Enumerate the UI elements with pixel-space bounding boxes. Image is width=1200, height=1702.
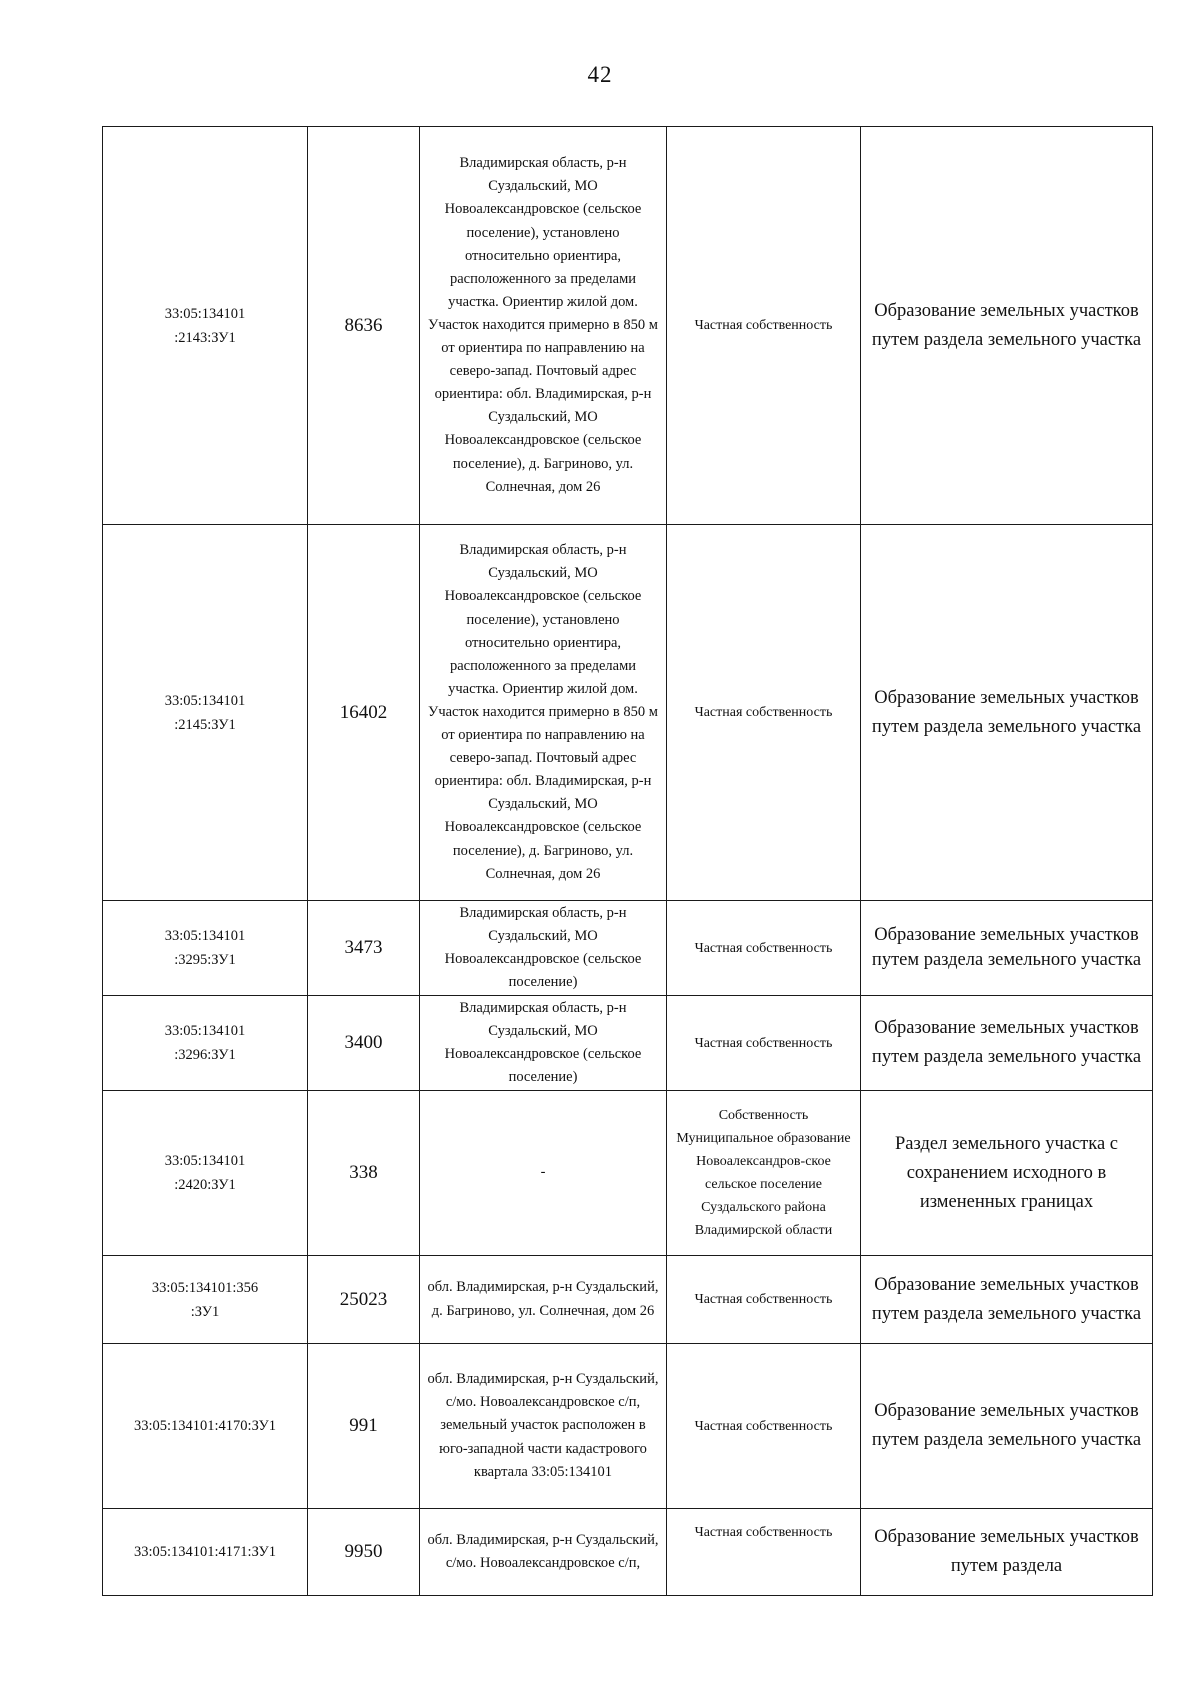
cadastral-number-line1: 33:05:134101:4170:ЗУ1 (133, 1418, 277, 1434)
purpose-cell: Образование земельных участков путем раздела земельного участка (861, 1256, 1153, 1344)
area-cell: 25023 (308, 1256, 420, 1344)
ownership-cell: Собственность Муниципальное образование Новоалександров-ское сельское поселение Суздальского района Владимирской области (667, 1091, 861, 1256)
purpose-cell: Образование земельных участков путем раздела земельного участка (861, 996, 1153, 1091)
page-number: 42 (587, 62, 613, 87)
purpose-cell: Образование земельных участков путем раздела земельного участка (861, 901, 1153, 996)
cadastral-number-line1: 33:05:134101 (164, 928, 246, 944)
cadastral-number-cell (103, 1509, 308, 1596)
area-cell: 3400 (308, 996, 420, 1091)
area-cell: 9950 (308, 1509, 420, 1596)
address-cell: Владимирская область, р-н Суздальский, МО Новоалександровское (сельское поселение) (420, 901, 667, 996)
cadastral-number-line1: 33:05:134101 (164, 1023, 246, 1039)
cadastral-number-line1: 33:05:134101:356 (151, 1279, 259, 1296)
cadastral-number-cell (103, 996, 308, 1091)
table-row (103, 127, 1153, 525)
cadastral-number-line2: :2145:ЗУ1 (174, 716, 236, 733)
cadastral-number-cell (103, 1344, 308, 1509)
table-row (103, 1256, 1153, 1344)
cadastral-number-cell (103, 525, 308, 901)
land-plots-table (102, 126, 1153, 1596)
table-row (103, 996, 1153, 1091)
purpose-cell: Образование земельных участков путем раздела земельного участка (861, 127, 1153, 525)
cadastral-number-line2: :3295:ЗУ1 (174, 952, 236, 968)
ownership-cell: Частная собственность (667, 901, 861, 996)
address-cell: Владимирская область, р-н Суздальский, МО Новоалександровское (сельское поселение), установлено относительно ориентира, расположенного за пределами участка. Ориентир жилой дом. Участок находится примерно в 850 м от ориентира по направлению на северо-запад. Почтовый адрес ориентира: обл. Владимирская, р-н Суздальский, МО Новоалександровское (сельское поселение), д. Багриново, ул. Солнечная, дом 26 (420, 127, 667, 525)
ownership-cell: Частная собственность (667, 525, 861, 901)
cadastral-number-line1: 33:05:134101 (164, 1153, 246, 1169)
address-cell: - (420, 1091, 667, 1256)
address-cell: Владимирская область, р-н Суздальский, МО Новоалександровское (сельское поселение) (420, 996, 667, 1091)
area-cell: 16402 (308, 525, 420, 901)
table-row (103, 1091, 1153, 1256)
cadastral-number-line2: :3296:ЗУ1 (174, 1047, 236, 1063)
table-row (103, 525, 1153, 901)
cadastral-number-line1: 33:05:134101 (164, 692, 246, 709)
ownership-cell: Частная собственность (667, 996, 861, 1091)
area-cell: 8636 (308, 127, 420, 525)
area-cell: 3473 (308, 901, 420, 996)
area-cell: 338 (308, 1091, 420, 1256)
purpose-cell: Раздел земельного участка с сохранением исходного в измененных границах (861, 1091, 1153, 1256)
purpose-cell: Образование земельных участков путем раздела (861, 1509, 1153, 1596)
cadastral-number-line2: :2420:ЗУ1 (174, 1177, 236, 1193)
table-row (103, 1344, 1153, 1509)
table-row (103, 1509, 1153, 1596)
ownership-cell: Частная собственность (667, 1344, 861, 1509)
ownership-cell: Частная собственность (667, 127, 861, 525)
address-cell: обл. Владимирская, р-н Суздальский, д. Багриново, ул. Солнечная, дом 26 (420, 1256, 667, 1344)
cadastral-number-line1: 33:05:134101 (164, 305, 246, 322)
ownership-cell: Частная собственность (667, 1256, 861, 1344)
cadastral-number-cell (103, 127, 308, 525)
table-row (103, 901, 1153, 996)
address-cell: Владимирская область, р-н Суздальский, МО Новоалександровское (сельское поселение), установлено относительно ориентира, расположенного за пределами участка. Ориентир жилой дом. Участок находится примерно в 850 м от ориентира по направлению на северо-запад. Почтовый адрес ориентира: обл. Владимирская, р-н Суздальский, МО Новоалександровское (сельское поселение), д. Багриново, ул. Солнечная, дом 26 (420, 525, 667, 901)
cadastral-number-line2: :ЗУ1 (190, 1303, 220, 1320)
cadastral-number-cell (103, 1091, 308, 1256)
address-cell: обл. Владимирская, р-н Суздальский, с/мо. Новоалександровское с/п, (420, 1509, 667, 1596)
ownership-cell: Частная собственность (667, 1509, 861, 1596)
cadastral-number-line1: 33:05:134101:4171:ЗУ1 (133, 1544, 277, 1560)
cadastral-number-line2: :2143:ЗУ1 (174, 329, 236, 346)
address-cell: обл. Владимирская, р-н Суздальский, с/мо. Новоалександровское с/п, земельный участок расположен в юго-западной части кадастрового квартала 33:05:134101 (420, 1344, 667, 1509)
cadastral-number-cell (103, 901, 308, 996)
area-cell: 991 (308, 1344, 420, 1509)
purpose-cell: Образование земельных участков путем раздела земельного участка (861, 1344, 1153, 1509)
cadastral-number-cell (103, 1256, 308, 1344)
purpose-cell: Образование земельных участков путем раздела земельного участка (861, 525, 1153, 901)
